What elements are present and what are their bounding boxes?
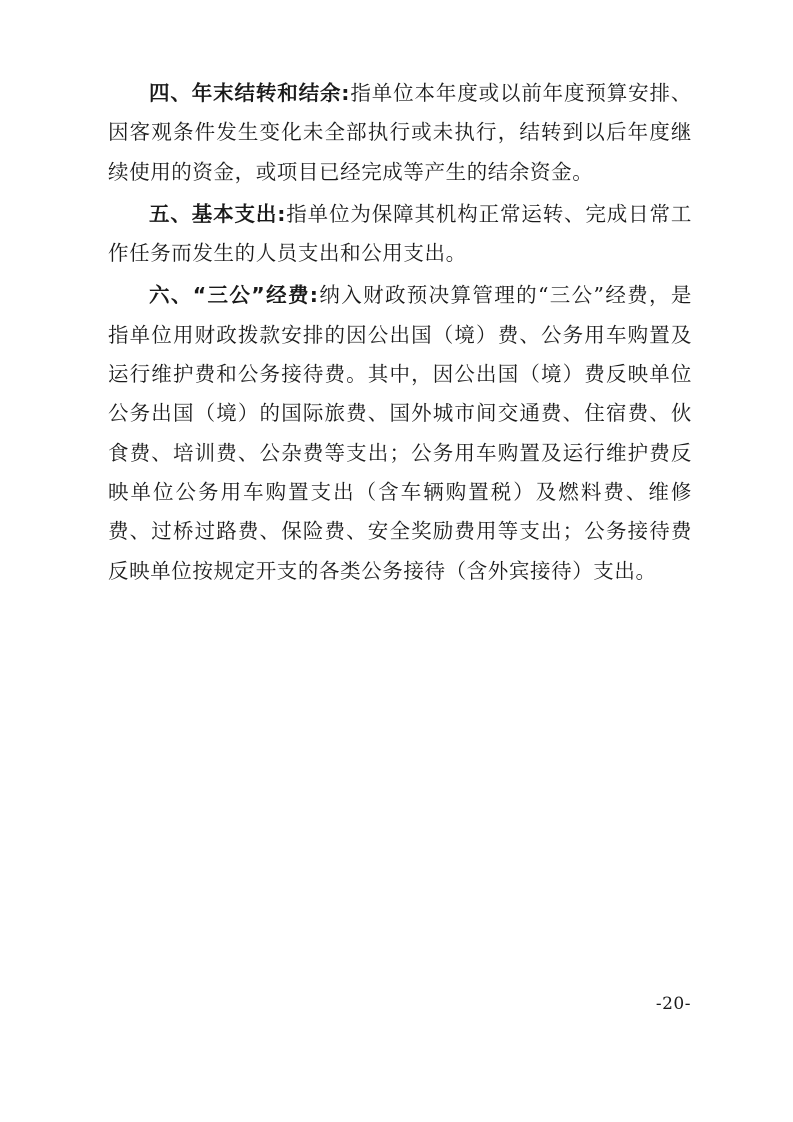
page-number: -20- (655, 994, 691, 1014)
document-body (108, 74, 692, 594)
definition-basic-expenditure: 指单位为保障其机构正常运转、完成日常工作任务而发生的人员支出和公用支出。 (108, 201, 692, 266)
paragraph-carryover-balance (108, 74, 692, 192)
definition-three-public-expenses: 纳入财政预决算管理的“三公”经费，是指单位用财政拨款安排的因公出国（境）费、公务用车购置及运行维护费和公务接待费。其中，因公出国（境）费反映单位公务出国（境）的国际旅费、国外城市间交通费、住宿费、伙食费、培训费、公杂费等支出；公务用车购置及运行维护费反映单位公务用车购置支出（含车辆购置税）及燃料费、维修费、过桥过路费、保险费、安全奖励费用等支出；公务接待费反映单位按规定开支的各类公务接待（含外宾接待）支出。 (108, 283, 692, 583)
term-basic-expenditure: 五、基本支出: (149, 201, 287, 226)
term-carryover-balance: 四、年末结转和结余: (149, 81, 351, 105)
paragraph-three-public-expenses (108, 276, 692, 590)
paragraph-basic-expenditure (108, 195, 692, 274)
term-three-public-expenses: 六、“三公”经费: (149, 283, 319, 308)
definition-carryover-balance: 指单位本年度或以前年度预算安排、因客观条件发生变化未全部执行或未执行，结转到以后年度继续使用的资金，或项目已经完成等产生的结余资金。 (108, 81, 692, 184)
